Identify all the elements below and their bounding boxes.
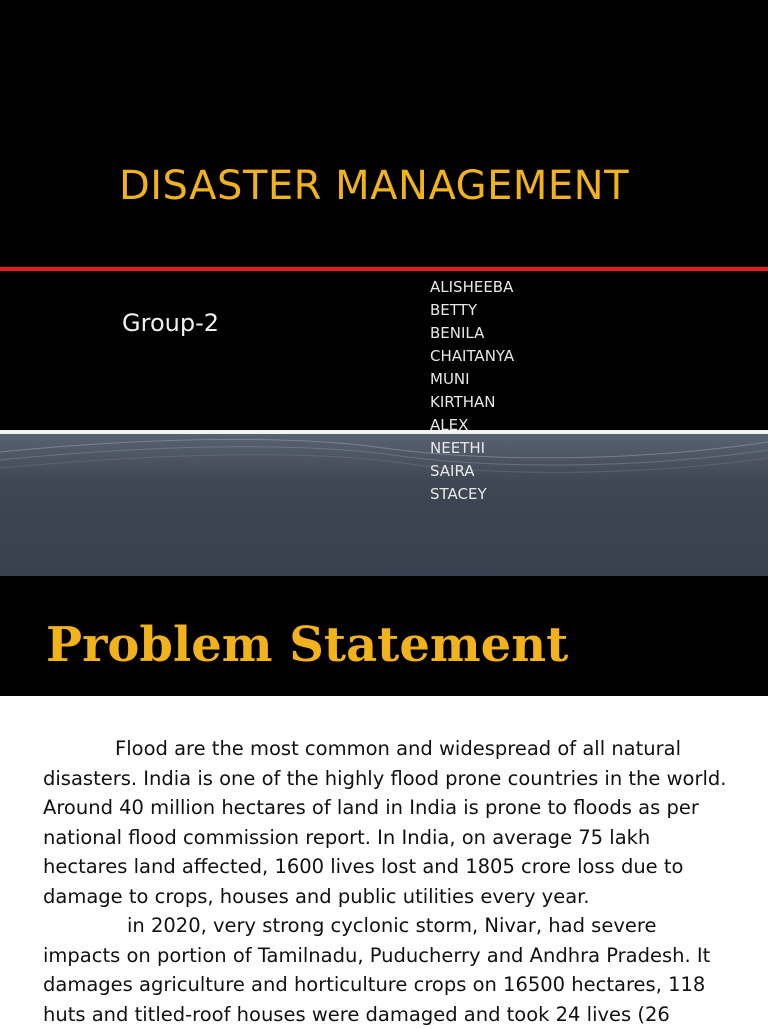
list-item: CHAITANYA bbox=[430, 347, 515, 365]
list-item: BENILA bbox=[430, 324, 485, 342]
problem-body bbox=[43, 734, 733, 1029]
list-item: MUNI bbox=[430, 370, 470, 388]
list-item: KIRTHAN bbox=[430, 393, 496, 411]
paragraph: in 2020, very strong cyclonic storm, Nivar, had severe impacts on portion of Tamilnadu, Puducherry and Andhra Pradesh. It damages agriculture and horticulture crops on 16500 hectares, 118 huts and titled-roof houses were damaged and took 24 lives (26 bbox=[43, 914, 711, 1026]
white-divider bbox=[0, 430, 768, 434]
list-item: SAIRA bbox=[430, 462, 475, 480]
member-list bbox=[430, 276, 514, 506]
red-divider bbox=[0, 267, 768, 271]
list-item: STACEY bbox=[430, 485, 487, 503]
list-item: ALEX bbox=[430, 416, 469, 434]
group-label: Group-2 bbox=[122, 309, 219, 337]
paragraph: Flood are the most common and widespread of all natural disasters. India is one of the highly flood prone countries in the world. Around 40 million hectares of land in India is prone to floods as per national flood commission report. In India, on average 75 lakh hectares land affected, 1600 lives lost and 1805 crore loss due to damage to crops, houses and public utilities every year. bbox=[43, 737, 727, 908]
list-item: ALISHEEBA bbox=[430, 278, 514, 296]
slide-title: DISASTER MANAGEMENT bbox=[118, 163, 630, 209]
problem-title: Problem Statement bbox=[46, 617, 569, 673]
list-item: BETTY bbox=[430, 301, 477, 319]
list-item: NEETHI bbox=[430, 439, 486, 457]
wave-decoration bbox=[0, 434, 768, 494]
